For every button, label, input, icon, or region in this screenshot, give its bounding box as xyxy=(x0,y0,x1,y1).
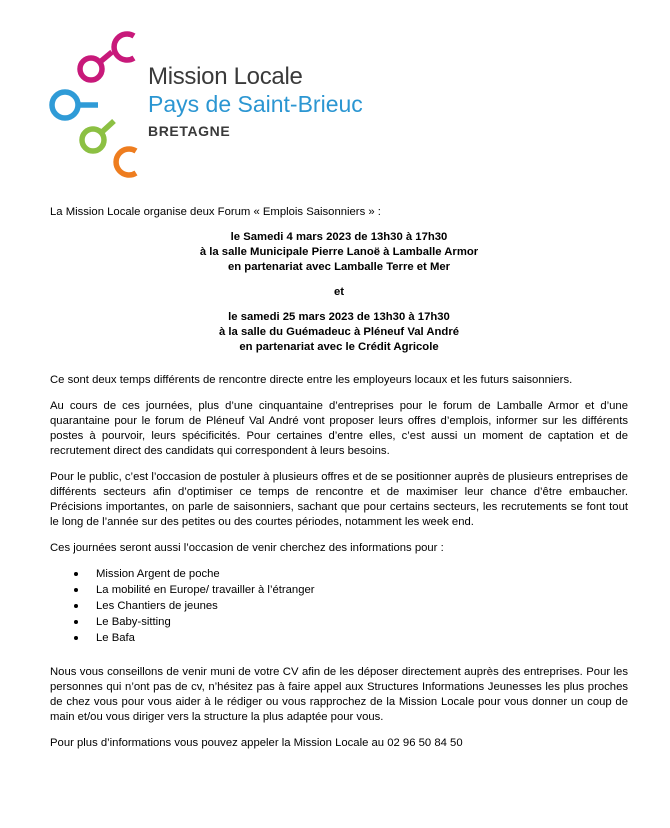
event-1-partner: en partenariat avec Lamballe Terre et Mer xyxy=(227,261,451,273)
info-list xyxy=(50,566,628,646)
bullet-icon xyxy=(74,588,78,592)
event-2-date: le samedi 25 mars 2023 de 13h30 à 17h30 xyxy=(228,311,450,323)
bullet-icon xyxy=(74,604,78,608)
paragraph-2: Au cours de ces journées, plus d’une cinquantaine d’entreprises pour le forum de Lamballe Armor et d’une quarantaine pour le forum de Pléneuf Val André vont proposer leurs offres d’emplois, informer sur les différents postes à pourvoir, leurs spécificités. Pour certaines d’entre elles, c’est aussi un moment de captation et de recrutement direct des candidats qui correspondent à leurs besoins. xyxy=(50,400,628,457)
list-item xyxy=(50,630,628,646)
intro-text: La Mission Locale organise deux Forum « Emplois Saisonniers » : xyxy=(50,206,381,218)
bullet-icon xyxy=(74,572,78,576)
event-2-partner: en partenariat avec le Crédit Agricole xyxy=(239,341,439,353)
list-item xyxy=(50,614,628,630)
bullet-icon xyxy=(74,620,78,624)
logo-rings-icon xyxy=(48,18,158,193)
logo-title: Mission Locale xyxy=(148,63,303,90)
list-item-label: Mission Argent de poche xyxy=(96,568,220,580)
logo-region: BRETAGNE xyxy=(148,123,231,139)
list-intro: Ces journées seront aussi l’occasion de venir cherchez des informations pour : xyxy=(50,542,444,554)
list-item-label: Le Baby-sitting xyxy=(96,616,171,628)
event-block-2 xyxy=(50,310,628,355)
paragraph-3: Pour le public, c’est l’occasion de postuler à plusieurs offres et de se positionner auprès de plusieurs entreprises de différents secteurs afin d’optimiser ce temps de rencontre et de maximiser leur chance d’être embaucher. Précisions importantes, on parle de saisonniers, sachant que pour certains secteurs, les recrutements se font tout le long de l’année sur des petites ou des courtes périodes, notamment les week end. xyxy=(50,471,628,528)
list-item xyxy=(50,582,628,598)
advice-paragraph: Nous vous conseillons de venir muni de votre CV afin de les déposer directement auprès des entreprises. Pour les personnes qui n’ont pas de cv, n’hésitez pas à faire appel aux Structures Informations Jeunesses les plus proches de chez vous pour vous aider à le rédiger ou vous rapprochez de la Mission Locale pour vous donner un coup de main et/ou vous diriger vers la structure la plus adaptée pour vous. xyxy=(50,666,628,723)
events-separator: et xyxy=(333,286,345,298)
paragraph-1: Ce sont deux temps différents de rencontre directe entre les employeurs locaux et les futurs saisonniers. xyxy=(50,374,573,386)
list-item xyxy=(50,566,628,582)
list-item-label: Le Bafa xyxy=(96,632,135,644)
list-item-label: Les Chantiers de jeunes xyxy=(96,600,218,612)
event-block-1 xyxy=(50,230,628,275)
bullet-icon xyxy=(74,636,78,640)
list-item xyxy=(50,598,628,614)
list-item-label: La mobilité en Europe/ travailler à l’étranger xyxy=(96,584,315,596)
event-2-venue: à la salle du Guémadeuc à Pléneuf Val André xyxy=(218,326,460,338)
logo-subtitle: Pays de Saint-Brieuc xyxy=(148,91,363,117)
contact-line: Pour plus d’informations vous pouvez appeler la Mission Locale au 02 96 50 84 50 xyxy=(50,737,463,749)
event-1-venue: à la salle Municipale Pierre Lanoë à Lamballe Armor xyxy=(199,246,479,258)
logo-text xyxy=(148,64,363,142)
mission-locale-logo xyxy=(48,18,378,193)
event-1-date: le Samedi 4 mars 2023 de 13h30 à 17h30 xyxy=(230,231,448,243)
document-body xyxy=(50,205,628,751)
